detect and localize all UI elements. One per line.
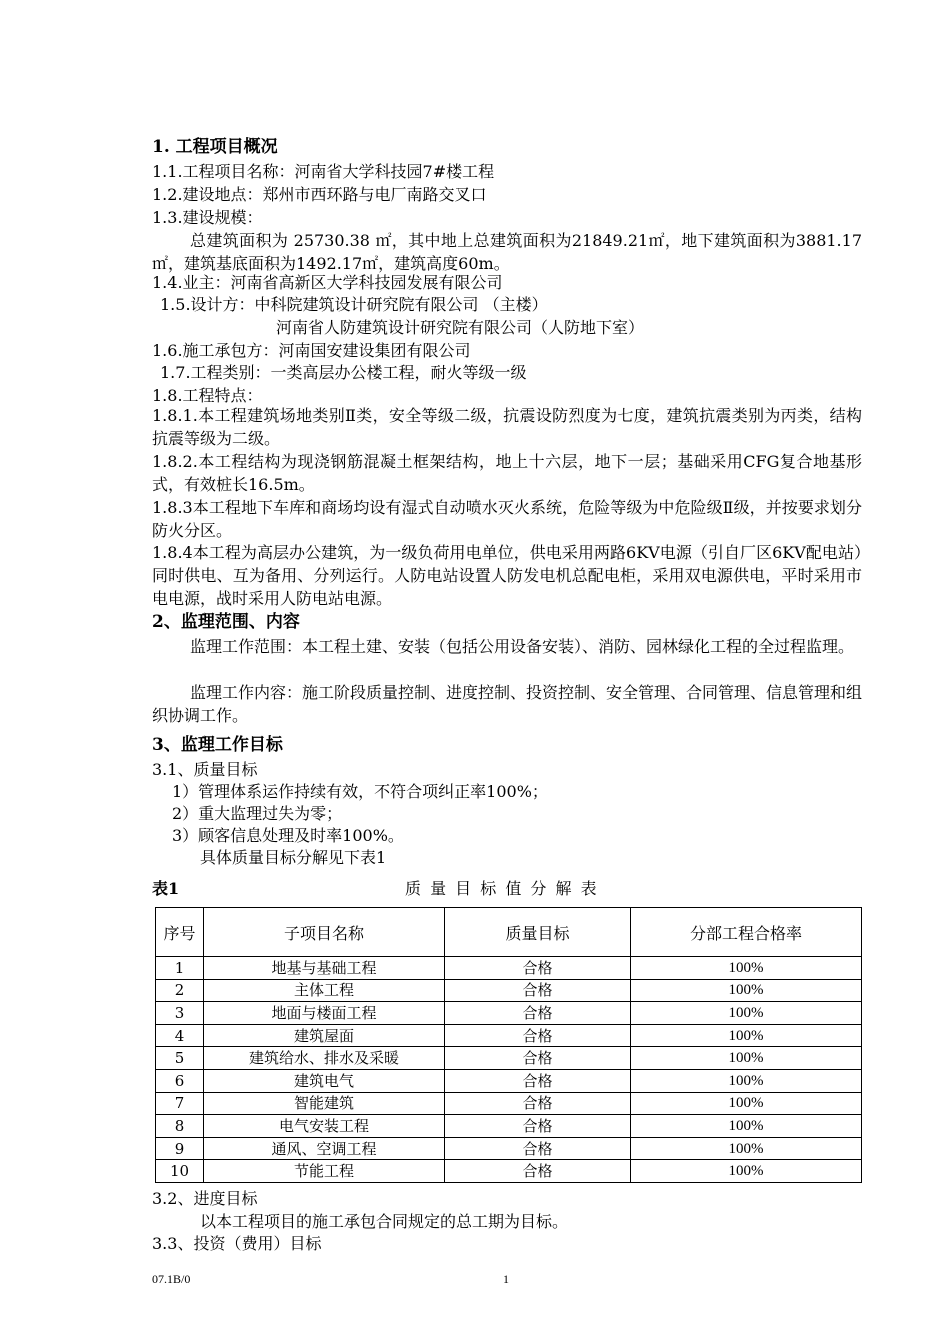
header-goal: 质量目标: [445, 908, 631, 957]
table-row: [156, 979, 862, 1002]
cell-goal: 合格: [445, 1024, 631, 1047]
cell-rate: 100%: [631, 1092, 862, 1115]
feature-181: 1.8.1.本工程建筑场地类别Ⅱ类，安全等级二级，抗震设防烈度为七度，建筑抗震类别为丙类，结构抗震等级为二级。: [152, 406, 862, 448]
header-seq: 序号: [156, 908, 204, 957]
cost-goal-line: 3.3、投资（费用）目标: [152, 1234, 322, 1253]
location-line: 1.2.建设地点：郑州市西环路与电厂南路交叉口: [152, 185, 487, 204]
scope-paragraph: 监理工作范围：本工程土建、安装（包括公用设备安装）、消防、园林绿化工程的全过程监理。: [190, 637, 855, 656]
feature-184: 1.8.4本工程为高层办公建筑，为一级负荷用电单位，供电采用两路6KV电源（引自厂区6KV配电站）同时供电、互为备用、分列运行。人防电站设置人防发电机总配电柜，采用双电源供电，平时采用市电电源，战时采用人防电站电源。: [152, 543, 862, 608]
category-line: 1.7.工程类别：一类高层办公楼工程，耐火等级一级: [160, 363, 527, 382]
cell-seq: 6: [156, 1069, 204, 1092]
cell-name: 地基与基础工程: [204, 957, 445, 980]
page-number: 1: [503, 1272, 509, 1286]
feature-183: 1.8.3本工程地下车库和商场均设有湿式自动喷水灭火系统，危险等级为中危险级Ⅱ级，并按要求划分防火分区。: [152, 498, 862, 540]
cell-goal: 合格: [445, 1115, 631, 1138]
cell-rate: 100%: [631, 1002, 862, 1025]
cell-rate: 100%: [631, 1160, 862, 1183]
scale-paragraph: 总建筑面积为 25730.38 ㎡，其中地上总建筑面积为21849.21㎡，地下建筑面积为3881.17㎡，建筑基底面积为1492.17㎡，建筑高度60m。: [152, 231, 862, 273]
table-row: [156, 1115, 862, 1138]
scale-line: 1.3.建设规模：: [152, 208, 263, 227]
cell-rate: 100%: [631, 1115, 862, 1138]
schedule-goal-text: 以本工程项目的施工承包合同规定的总工期为目标。: [200, 1212, 569, 1231]
quality-table: [155, 907, 862, 1183]
schedule-goal-line: 3.2、进度目标: [152, 1189, 258, 1208]
designer-line: 1.5.设计方：中科院建筑设计研究院有限公司 （主楼）: [160, 295, 548, 314]
features-line: 1.8.工程特点：: [152, 386, 263, 405]
cell-name: 建筑给水、排水及采暖: [204, 1047, 445, 1070]
cell-name: 通风、空调工程: [204, 1137, 445, 1160]
owner-line: 1.4.业主：河南省高新区大学科技园发展有限公司: [152, 273, 503, 292]
cell-goal: 合格: [445, 1137, 631, 1160]
cell-seq: 5: [156, 1047, 204, 1070]
cell-goal: 合格: [445, 979, 631, 1002]
header-rate: 分部工程合格率: [631, 908, 862, 957]
cell-seq: 4: [156, 1024, 204, 1047]
designer-line-2: 河南省人防建筑设计研究院有限公司（人防地下室）: [276, 318, 645, 337]
cell-name: 智能建筑: [204, 1092, 445, 1115]
cell-seq: 1: [156, 957, 204, 980]
cell-rate: 100%: [631, 979, 862, 1002]
header-name: 子项目名称: [204, 908, 445, 957]
cell-rate: 100%: [631, 957, 862, 980]
table-row: [156, 957, 862, 980]
cell-seq: 2: [156, 979, 204, 1002]
contractor-line: 1.6.施工承包方：河南国安建设集团有限公司: [152, 341, 471, 360]
table-row: [156, 1092, 862, 1115]
quality-goal-line: 3.1、质量目标: [152, 760, 258, 779]
quality-item-3: 3）顾客信息处理及时率100%。: [172, 826, 404, 845]
project-name-line: 1.1.工程项目名称：河南省大学科技园7#楼工程: [152, 162, 495, 181]
feature-182: 1.8.2.本工程结构为现浇钢筋混凝土框架结构，地上十六层，地下一层；基础采用CFG复合地基形式，有效桩长16.5m。: [152, 452, 862, 494]
cell-name: 建筑电气: [204, 1069, 445, 1092]
cell-seq: 10: [156, 1160, 204, 1183]
cell-goal: 合格: [445, 1160, 631, 1183]
table-row: [156, 1069, 862, 1092]
cell-seq: 8: [156, 1115, 204, 1138]
table-row: [156, 1024, 862, 1047]
cell-goal: 合格: [445, 1069, 631, 1092]
content-paragraph: 监理工作内容：施工阶段质量控制、进度控制、投资控制、安全管理、合同管理、信息管理和组织协调工作。: [152, 683, 863, 725]
cell-name: 主体工程: [204, 979, 445, 1002]
cell-goal: 合格: [445, 1092, 631, 1115]
cell-seq: 9: [156, 1137, 204, 1160]
cell-seq: 7: [156, 1092, 204, 1115]
cell-name: 地面与楼面工程: [204, 1002, 445, 1025]
table-row: [156, 1137, 862, 1160]
cell-seq: 3: [156, 1002, 204, 1025]
section-1-heading: 1. 工程项目概况: [152, 137, 278, 157]
cell-goal: 合格: [445, 1047, 631, 1070]
section-3-heading: 3、监理工作目标: [152, 735, 283, 755]
section-2-heading: 2、监理范围、内容: [152, 612, 300, 632]
cell-goal: 合格: [445, 1002, 631, 1025]
table-title: 质 量 目 标 值 分 解 表: [405, 879, 599, 898]
table-header-row: [156, 908, 862, 957]
cell-name: 建筑屋面: [204, 1024, 445, 1047]
table-row: [156, 1002, 862, 1025]
cell-rate: 100%: [631, 1024, 862, 1047]
cell-rate: 100%: [631, 1137, 862, 1160]
table-row: [156, 1160, 862, 1183]
cell-goal: 合格: [445, 957, 631, 980]
quality-item-2: 2）重大监理过失为零；: [172, 804, 343, 823]
cell-name: 电气安装工程: [204, 1115, 445, 1138]
quality-item-1: 1）管理体系运作持续有效，不符合项纠正率100%；: [172, 782, 548, 801]
cell-name: 节能工程: [204, 1160, 445, 1183]
table-label: 表1: [152, 879, 180, 898]
table-row: [156, 1047, 862, 1070]
cell-rate: 100%: [631, 1047, 862, 1070]
cell-rate: 100%: [631, 1069, 862, 1092]
footer-code: 07.1B/0: [152, 1272, 191, 1286]
table-note: 具体质量目标分解见下表1: [200, 848, 387, 867]
